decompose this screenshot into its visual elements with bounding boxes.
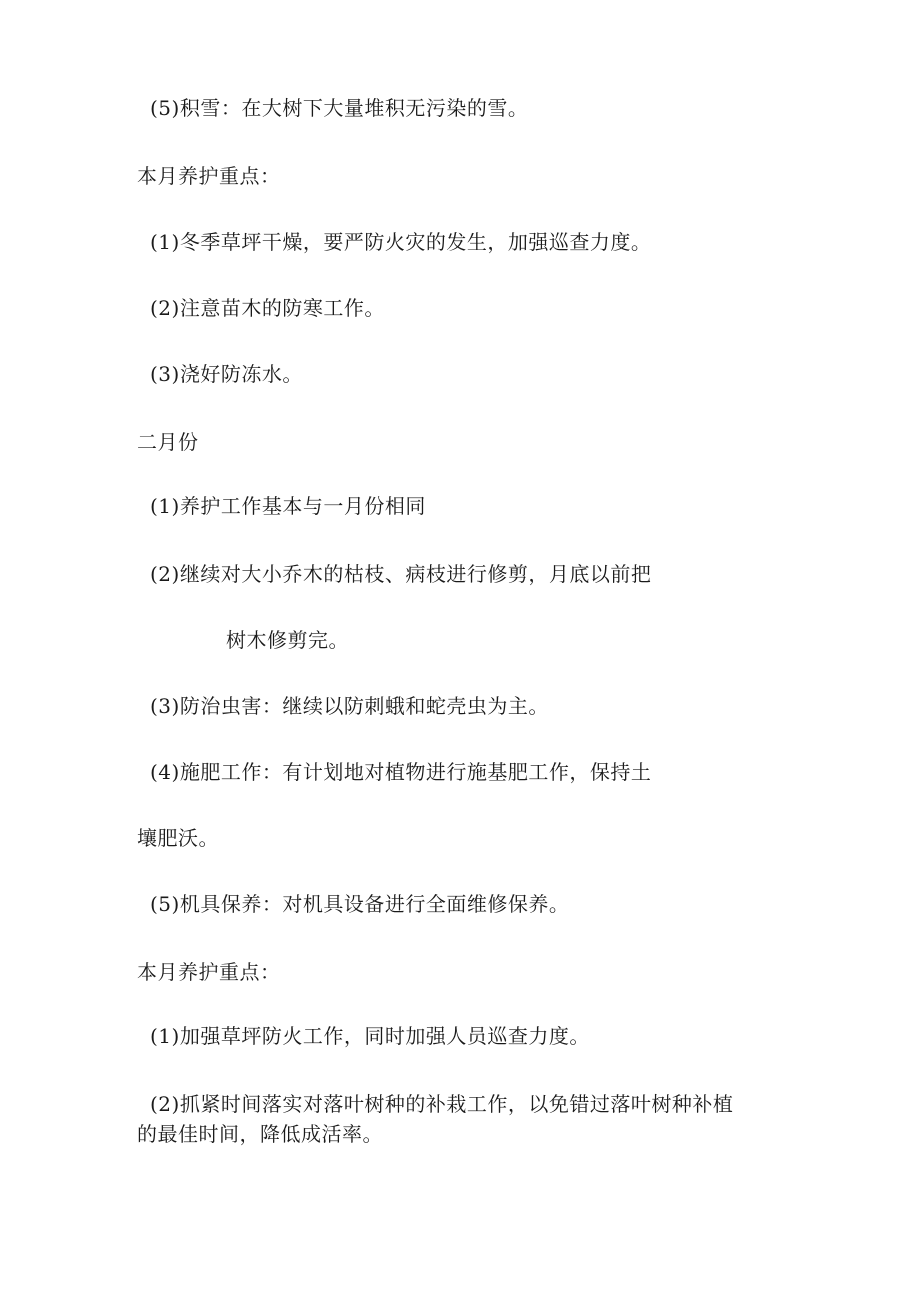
section-heading: 本月养护重点： [137,960,281,984]
text-line-continuation: 树木修剪完。 [226,628,349,652]
text-line: (2)抓紧时间落实对落叶树种的补栽工作，以免错过落叶树种补植 [150,1092,734,1116]
section-heading: 二月份 [137,430,199,454]
text-line: (1)加强草坪防火工作，同时加强人员巡查力度。 [150,1024,590,1048]
text-line: (2)继续对大小乔木的枯枝、病枝进行修剪，月底以前把 [150,562,652,586]
text-line: (5)机具保养：对机具设备进行全面维修保养。 [150,892,570,916]
text-line: (3)防治虫害：继续以防刺蛾和蛇壳虫为主。 [150,694,549,718]
text-line: (1)养护工作基本与一月份相同 [150,494,426,518]
text-line: (3)浇好防冻水。 [150,362,303,386]
text-line: (1)冬季草坪干燥，要严防火灾的发生，加强巡查力度。 [150,230,652,254]
text-line: (2)注意苗木的防寒工作。 [150,296,385,320]
text-line: (5)积雪：在大树下大量堆积无污染的雪。 [150,96,529,120]
text-line-continuation: 壤肥沃。 [137,826,219,850]
section-heading: 本月养护重点： [137,164,281,188]
text-line: (4)施肥工作：有计划地对植物进行施基肥工作，保持土 [150,760,652,784]
text-line-continuation: 的最佳时间，降低成活率。 [137,1122,383,1146]
